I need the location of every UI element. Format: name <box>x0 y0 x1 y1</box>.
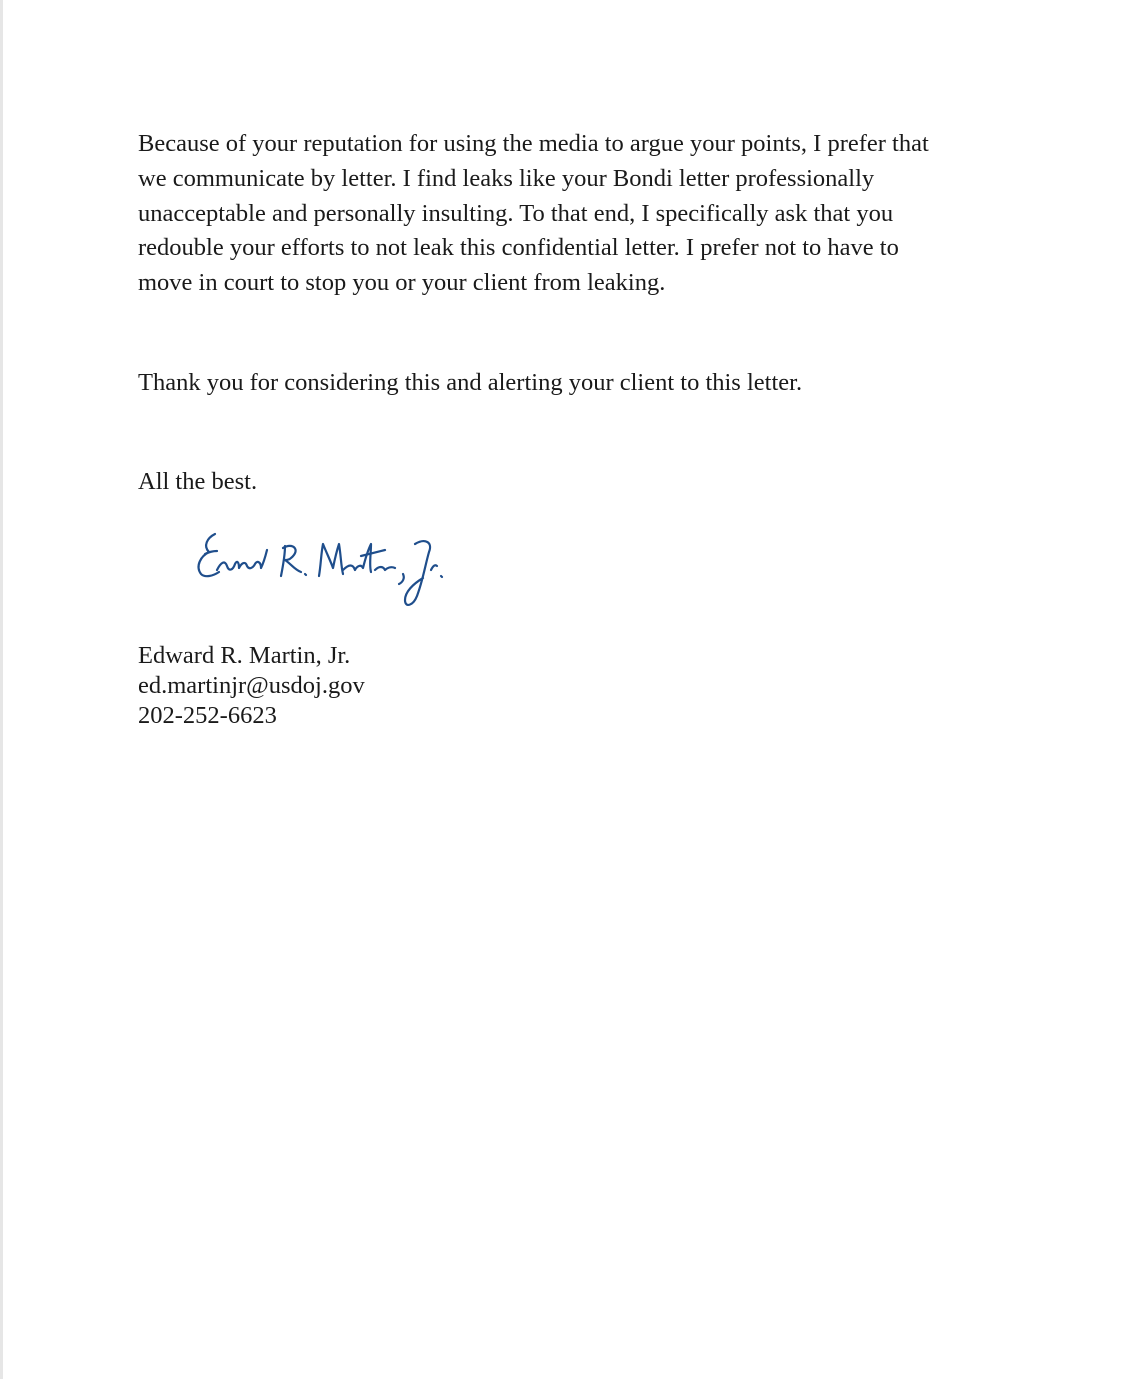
body-paragraph-media: Because of your reputation for using the media to argue your points, I prefer that we communicate by letter. I find leaks like your Bondi letter professionally unacceptable and personally insulting. To that end, I specifically ask that you redouble your efforts to not leak this confidential letter. I prefer not to have to move in court to stop you or your client from leaking. <box>138 130 929 297</box>
signature-image <box>193 520 463 620</box>
sender-name: Edward R. Martin, Jr. <box>138 642 351 669</box>
sender-email: ed.martinjr@usdoj.gov <box>138 672 365 699</box>
sender-phone: 202-252-6623 <box>138 702 277 729</box>
handwritten-signature <box>193 520 463 620</box>
body-paragraph-thanks: Thank you for considering this and alerting your client to this letter. <box>138 369 803 396</box>
closing-line: All the best. <box>138 468 258 495</box>
sender-block <box>138 641 365 731</box>
